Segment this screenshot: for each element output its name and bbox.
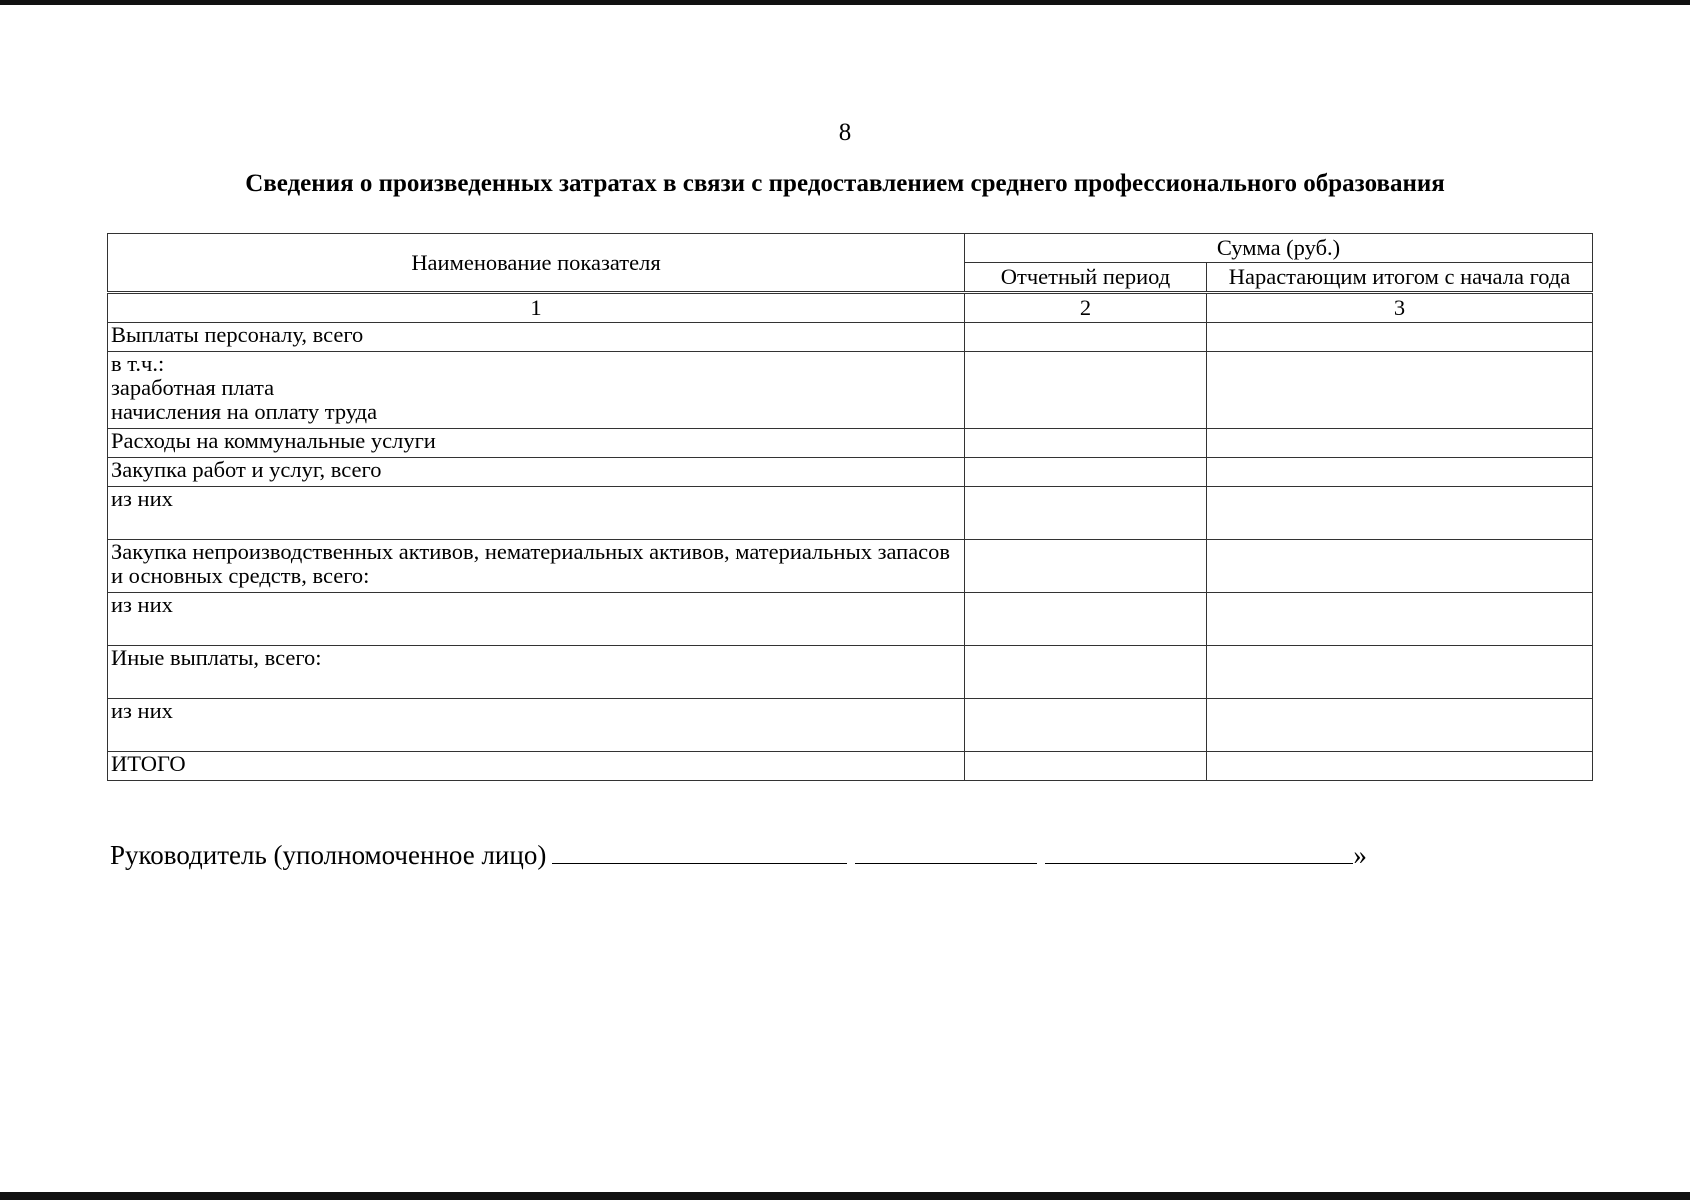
header-sum-group: Сумма (руб.) [965, 234, 1593, 263]
cell-period[interactable] [965, 458, 1207, 487]
signature-name-line[interactable] [855, 837, 1037, 864]
column-number-row [108, 294, 1593, 323]
row-label-staff-payments: Выплаты персоналу, всего [108, 323, 965, 352]
header-indicator-name: Наименование показателя [108, 234, 965, 292]
scan-bottom-border [0, 1192, 1690, 1200]
table-row [108, 540, 1593, 593]
table-row [108, 323, 1593, 352]
header-cumulative-total: Нарастающим итогом с начала года [1207, 263, 1593, 292]
signature-date-line[interactable] [1045, 837, 1353, 864]
column-number-2: 2 [965, 294, 1207, 323]
table-row [108, 646, 1593, 699]
table-row [108, 487, 1593, 540]
row-label-of-which: из них [108, 487, 965, 540]
table-row [108, 593, 1593, 646]
column-number-1: 1 [108, 294, 965, 323]
cell-period[interactable] [965, 593, 1207, 646]
table-row [108, 699, 1593, 752]
row-label-of-which: из них [108, 593, 965, 646]
header-reporting-period: Отчетный период [965, 263, 1207, 292]
row-label-total: ИТОГО [108, 752, 965, 781]
row-label-of-which: из них [108, 699, 965, 752]
row-label-line: начисления на оплату труда [111, 399, 378, 424]
column-number-3: 3 [1207, 294, 1593, 323]
cell-cumulative[interactable] [1207, 352, 1593, 429]
table-header-row [108, 234, 1593, 263]
table-row [108, 352, 1593, 429]
cell-period[interactable] [965, 646, 1207, 699]
cell-cumulative[interactable] [1207, 699, 1593, 752]
table-row-total [108, 752, 1593, 781]
cell-cumulative[interactable] [1207, 429, 1593, 458]
table-row [108, 429, 1593, 458]
cell-cumulative[interactable] [1207, 752, 1593, 781]
cell-period[interactable] [965, 323, 1207, 352]
table-row [108, 458, 1593, 487]
expenses-table [107, 233, 1593, 781]
cell-period[interactable] [965, 487, 1207, 540]
cell-cumulative[interactable] [1207, 458, 1593, 487]
signature-label: Руководитель (уполномоченное лицо) [110, 840, 547, 870]
cell-cumulative[interactable] [1207, 323, 1593, 352]
cell-period[interactable] [965, 699, 1207, 752]
page-number: 8 [838, 119, 852, 146]
cell-period[interactable] [965, 752, 1207, 781]
row-label-other-payments: Иные выплаты, всего: [108, 646, 965, 699]
row-label-line: в т.ч.: [111, 351, 165, 376]
signature-block [110, 837, 1367, 871]
cell-cumulative[interactable] [1207, 487, 1593, 540]
page-title: Сведения о произведенных затратах в связи с предоставлением среднего профессионального образования [245, 170, 1445, 197]
cell-cumulative[interactable] [1207, 646, 1593, 699]
closing-quote: » [1353, 840, 1367, 870]
cell-period[interactable] [965, 540, 1207, 593]
row-label-works-services: Закупка работ и услуг, всего [108, 458, 965, 487]
row-label-line: заработная плата [111, 375, 275, 400]
cell-cumulative[interactable] [1207, 593, 1593, 646]
scan-top-border [0, 0, 1690, 5]
row-label-assets: Закупка непроизводственных активов, нематериальных активов, материальных запасов и основных средств, всего: [108, 540, 965, 593]
cell-cumulative[interactable] [1207, 540, 1593, 593]
cell-period[interactable] [965, 352, 1207, 429]
cell-period[interactable] [965, 429, 1207, 458]
signature-line[interactable] [552, 837, 847, 864]
row-label-utilities: Расходы на коммунальные услуги [108, 429, 965, 458]
row-label-including [108, 352, 965, 429]
